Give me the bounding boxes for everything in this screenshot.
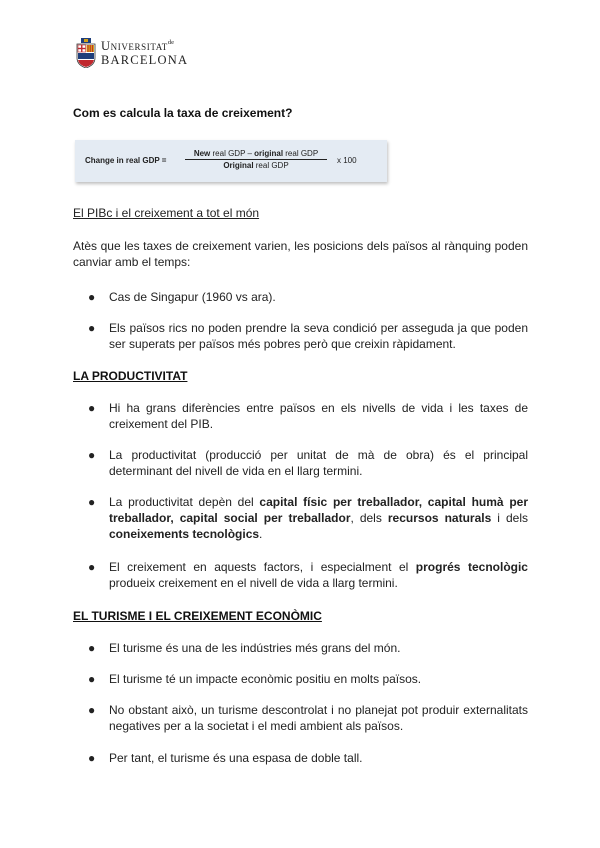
bullet-icon: ● xyxy=(88,641,96,655)
formula-denominator: Original real GDP xyxy=(223,161,289,170)
bullet-icon: ● xyxy=(88,495,96,509)
bullet-icon: ● xyxy=(88,448,96,462)
question-heading: Com es calcula la taxa de creixement? xyxy=(73,106,293,120)
formula-numerator: New real GDP – original real GDP xyxy=(185,149,327,160)
bullet-icon: ● xyxy=(88,321,96,335)
bullet-icon: ● xyxy=(88,672,96,686)
gdp-growth-formula xyxy=(75,140,387,182)
bullet-icon: ● xyxy=(88,290,96,304)
formula-fraction xyxy=(185,149,327,170)
logo-line-2: BARCELONA xyxy=(101,53,189,67)
section-title-productivity: LA PRODUCTIVITAT xyxy=(73,369,188,383)
logo-line-1: Universitat$^{de}$ xyxy=(101,38,175,53)
university-shield-icon xyxy=(76,38,96,68)
section1-paragraph: Atès que les taxes de creixement varien, les posicions dels països al rànquing poden canviar amb el temps: xyxy=(73,239,528,269)
formula-lhs: Change in real GDP = xyxy=(85,156,167,165)
document-page: Universitat$^{de}$ BARCELONA Com es calcula la taxa de creixement? Change in real GDP = New real GDP – original real GDP Original real GDP x 100 El PIBc i el creixement a tot el món Atès que les taxes de creixement varien, les posicions dels països al rànquing poden canviar amb el temps: ● Cas de Singapur (1960 vs ara). ● Els països rics no poden prendre la seva condició per asseguda ja que poden ser superats per països més pobres però que creixin ràpidament. LA PRODUCTIVITAT ● Hi ha grans diferències entre països en els nivells de vida i les taxes de creixement del PIB. ● La productivitat (producció per unitat de mà de obra) és el principal determinant del nivell de vida en el llarg termini. ● La productivitat depèn del capital físic per treballador, capital humà per treballador, capital social per treballador, dels recursos naturals i dels coneixements tecnològics. ● El creixement en aquests factors, i especialment el progrés tecnològic produeix creixement en el nivell de vida a llarg termini. EL TURISME I EL CREIXEMENT ECONÒMIC ● El turisme és una de les indústries més grans del món. ● El turisme té un impacte econòmic positiu en molts països. ● No obstant això, un turisme descontrolat i no planejat pot produir externalitats negatives per a la societat i el medi ambient als països. ● Per tant, el turisme és una espasa de doble tall. xyxy=(73,38,528,765)
section-title-tourism: EL TURISME I EL CREIXEMENT ECONÒMIC xyxy=(73,609,322,623)
bullet-icon: ● xyxy=(88,703,96,717)
bullet-icon: ● xyxy=(88,401,96,415)
bullet-icon: ● xyxy=(88,560,96,574)
section-title-world-growth: El PIBc i el creixement a tot el món xyxy=(73,206,260,220)
bullet-icon: ● xyxy=(88,751,96,765)
university-logo xyxy=(76,38,188,68)
formula-multiplier: x 100 xyxy=(337,156,357,165)
